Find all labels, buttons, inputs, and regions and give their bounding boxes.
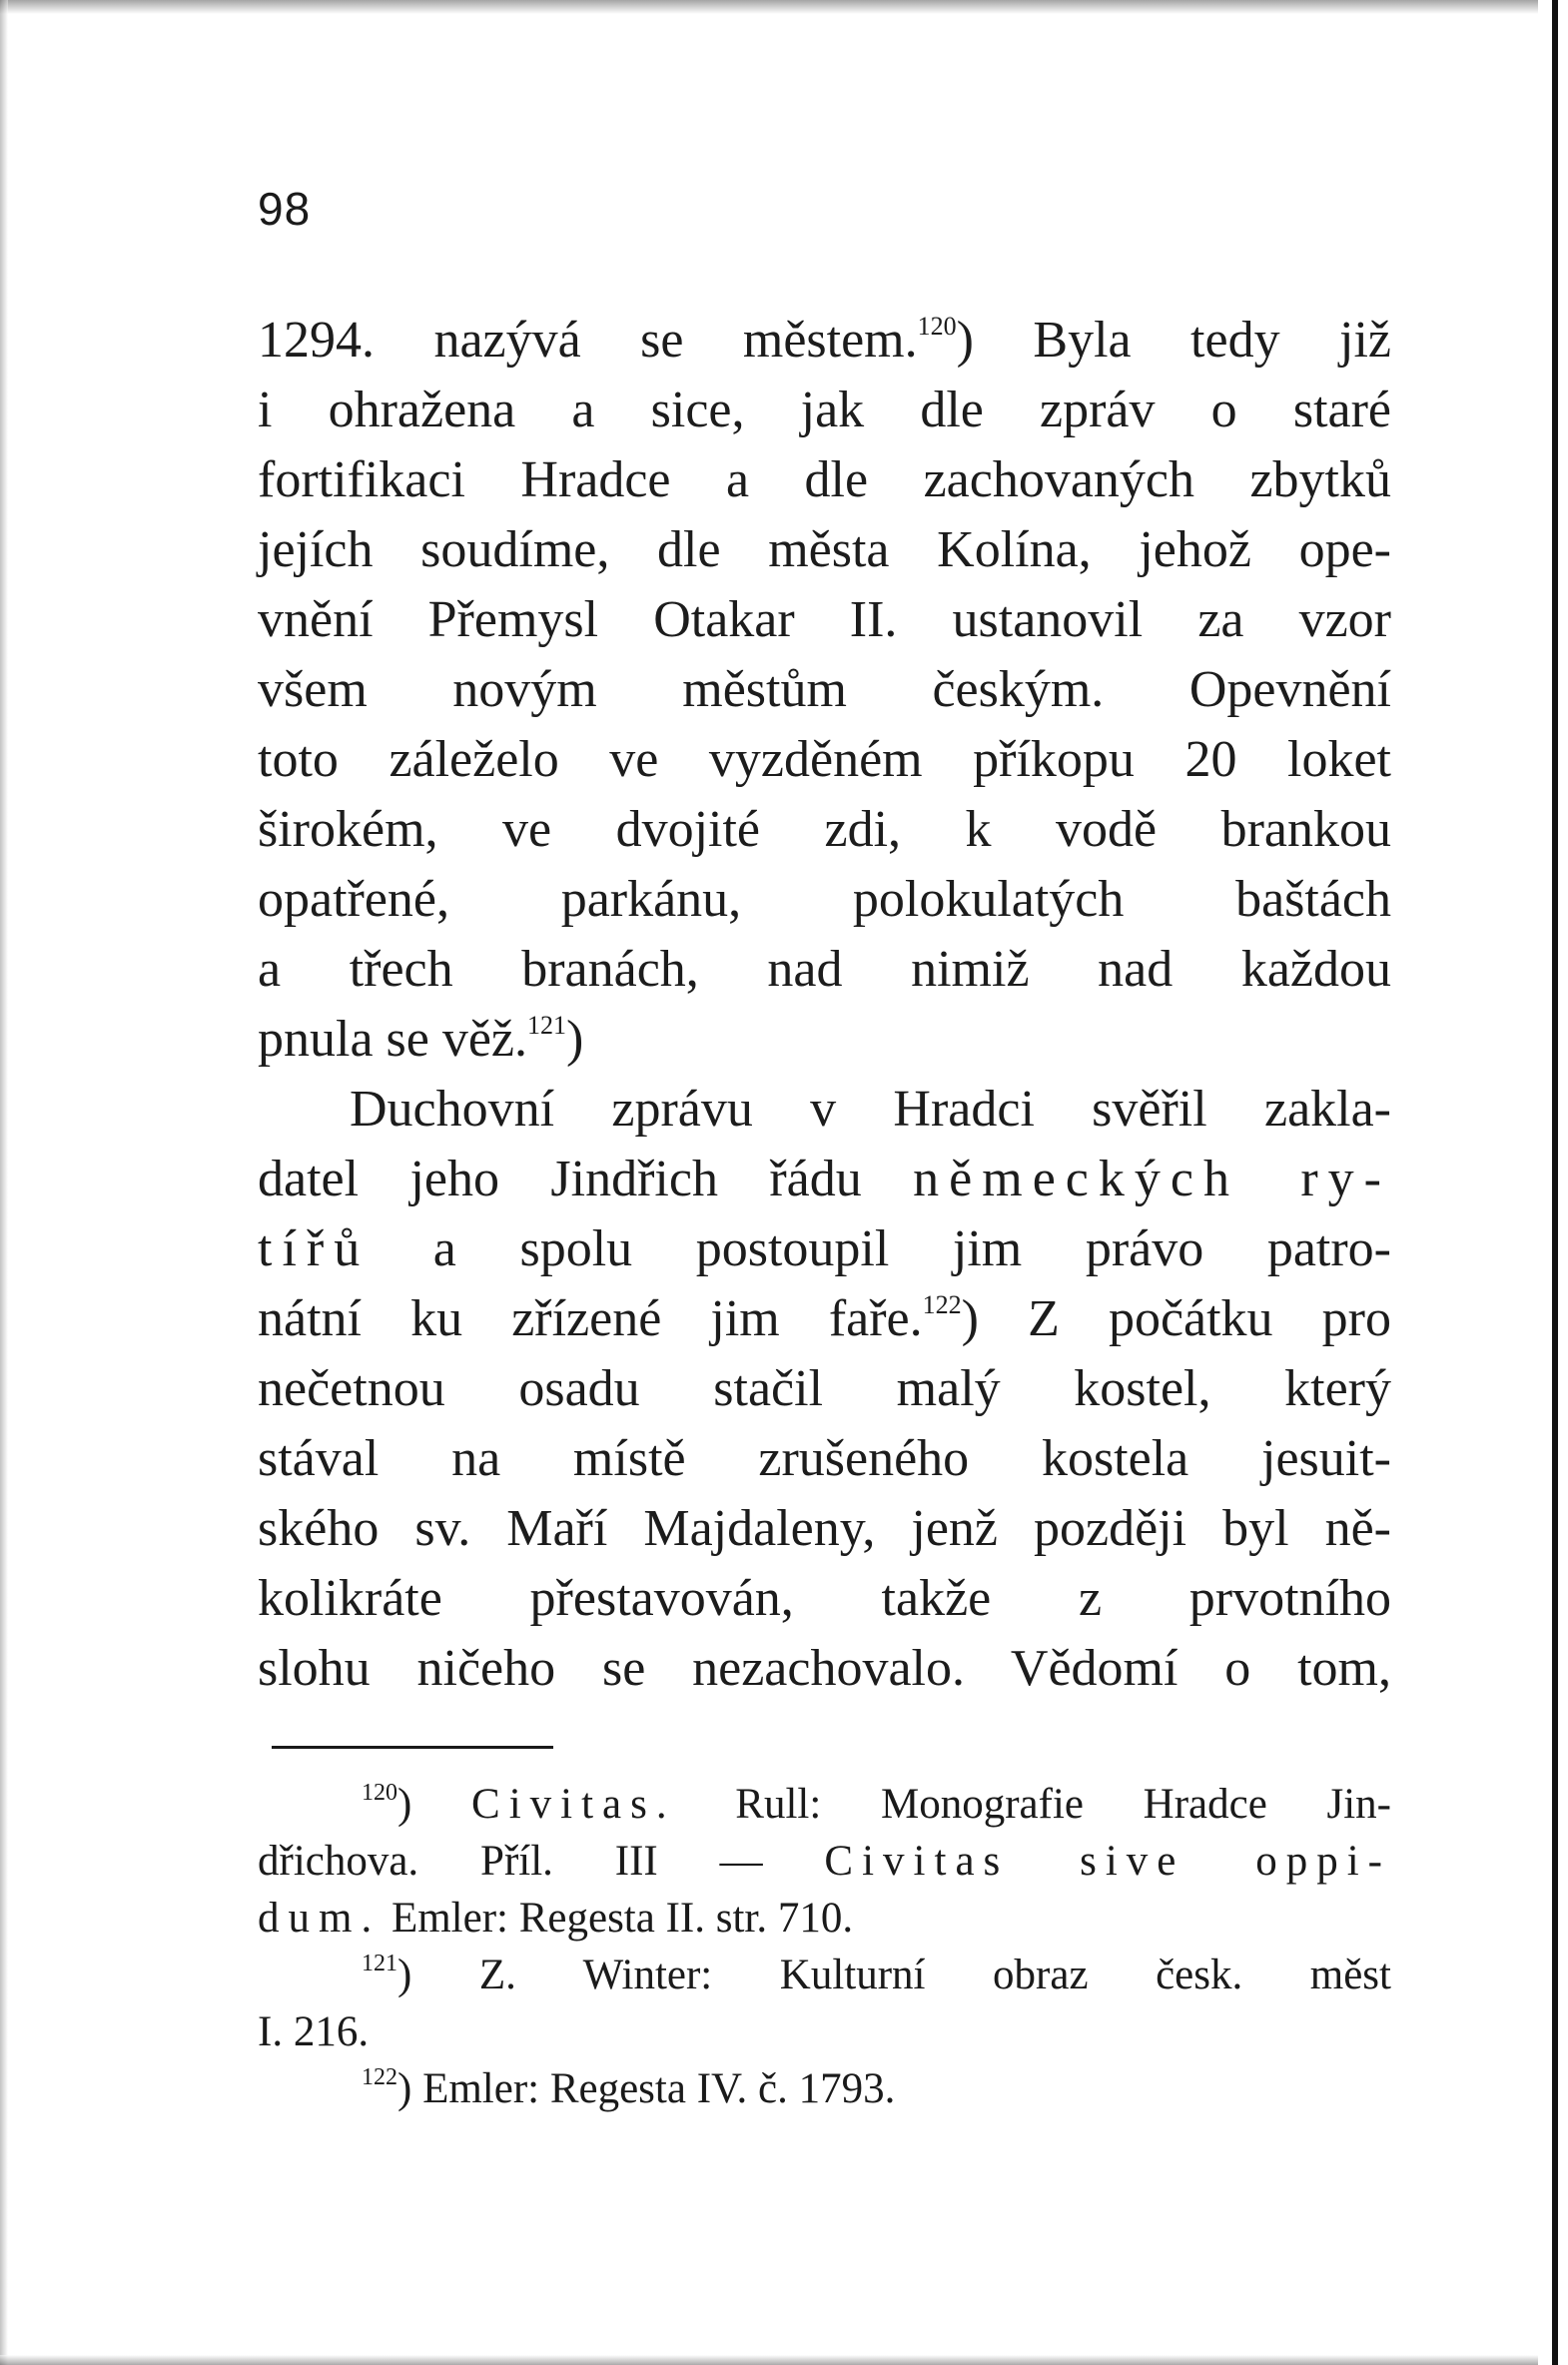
text-fragment: ) Z počátku pro [961,1290,1391,1347]
footnote-line [258,1890,1391,1947]
text-line: a třech branách, nad nimiž nad každou [258,941,1391,998]
text-fragment: a spolu postoupil jim právo patro- [370,1220,1391,1277]
text-line: nečetnou osadu stačil malý kostel, který [258,1360,1391,1417]
text-fragment: ) Z. Winter: Kulturní obraz česk. měst [397,1952,1391,1998]
footnotes [258,1776,1391,2117]
text-fragment: ) [566,1011,584,1068]
text-line: stával na místě zrušeného kostela jesuit- [258,1430,1391,1487]
footnote-line: I. 216. [258,2008,370,2055]
spaced-emphasis: německých ry- [913,1151,1391,1207]
text-line [258,306,1391,376]
text-fragment: ) Emler: Regesta IV. č. 1793. [397,2065,896,2112]
footnote-reference[interactable]: 121 [527,1011,567,1040]
main-text [258,306,1391,1704]
text-fragment: 1294. nazývá se městem. [258,312,918,369]
spaced-emphasis: tířů [258,1220,371,1277]
text-line: toto záleželo ve vyzděném příkopu 20 loket [258,731,1391,788]
text-line: vnění Přemysl Otakar II. ustanovil za vzor [258,591,1391,648]
text-line [258,1284,1391,1354]
footnote-reference[interactable]: 122 [922,1290,962,1319]
text-fragment: ) [397,1781,472,1828]
text-fragment: Rull: Monografie Hradce Jin- [675,1781,1391,1828]
text-line: slohu ničeho se nezachovalo. Vědomí o tom, [258,1640,1391,1697]
text-line: fortifikaci Hradce a dle zachovaných zbytků [258,451,1391,508]
footnote-number: 121 [362,1951,397,1976]
text-fragment: nátní ku zřízené jim faře. [258,1290,923,1347]
text-line: ského sv. Maří Majdaleny, jenž později byl ně- [258,1500,1391,1557]
text-line: i ohražena a sice, jak dle zpráv o staré [258,382,1391,438]
page-number: 98 [258,183,312,235]
text-fragment: dřichova. Příl. III — [258,1838,825,1885]
footnote-reference[interactable]: 120 [917,312,957,341]
scan-edge-right [1552,0,1558,2365]
scan-edge-top [0,0,1538,14]
text-line: kolikráte přestavován, takže z prvotního [258,1570,1391,1627]
spaced-emphasis: dum. [258,1895,382,1942]
footnote-number: 120 [362,1780,397,1806]
footnote-122 [258,2060,1391,2117]
text-line [258,1214,1391,1284]
scan-edge-bottom [0,2355,1538,2365]
spaced-emphasis: Civitas. [471,1781,676,1828]
scan-edge-left [0,0,8,2365]
footnote-121 [258,1947,1391,2003]
footnote-number: 122 [362,2064,397,2090]
text-fragment: ) Byla tedy již [956,312,1392,369]
text-fragment: datel jeho Jindřich řádu [258,1151,914,1207]
text-fragment: pnula se věž. [258,1011,528,1068]
text-line [258,1005,1391,1075]
text-line: jejích soudíme, dle města Kolína, jehož ope- [258,521,1391,578]
text-line: širokém, ve dvojité zdi, k vodě brankou [258,801,1391,858]
spaced-emphasis: Civitas sive oppi- [824,1838,1391,1885]
footnote-line [258,1833,1391,1890]
footnote-120 [258,1776,1391,1833]
text-line [258,1145,1391,1214]
text-fragment: Emler: Regesta II. str. 710. [381,1895,854,1942]
footnote-separator [272,1746,553,1749]
text-line: opatřené, parkánu, polokulatých baštách [258,871,1391,928]
text-line: všem novým městům českým. Opevnění [258,661,1391,718]
text-line: Duchovní zprávu v Hradci svěřil zakla- [350,1081,1391,1138]
